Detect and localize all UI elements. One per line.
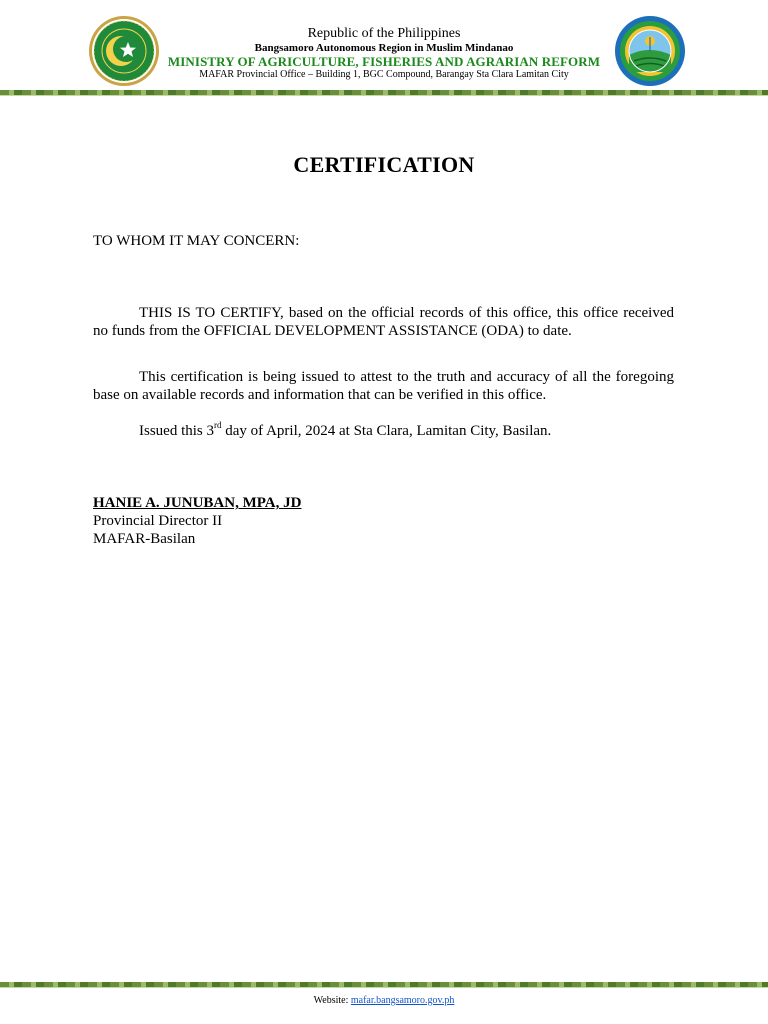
header-divider <box>0 90 768 95</box>
letterhead-address: MAFAR Provincial Office – Building 1, BGC Compound, Barangay Sta Clara Lamitan City <box>199 69 569 80</box>
issuance-prefix: Issued this 3 <box>139 423 214 439</box>
salutation: TO WHOM IT MAY CONCERN: <box>93 233 300 249</box>
certification-paragraph: THIS IS TO CERTIFY, based on the official records of this office, this office received no funds from the OFFICIAL DEVELOPMENT ASSISTANCE (ODA) to date. <box>93 305 674 339</box>
attestation-paragraph: This certification is being issued to attest to the truth and accuracy of all the foregoing base on available records and information that can be verified in this office. <box>93 369 674 403</box>
footer <box>0 995 768 1006</box>
mafar-seal-icon <box>614 15 686 87</box>
barmm-seal-icon <box>88 15 160 87</box>
footer-website-label: Website: <box>313 995 351 1006</box>
signatory-name: HANIE A. JUNUBAN, MPA, JD <box>93 495 302 511</box>
issuance-suffix: day of April, 2024 at Sta Clara, Lamitan City, Basilan. <box>221 423 552 439</box>
issuance-ordinal: rd <box>214 420 222 430</box>
website-link[interactable]: mafar.bangsamoro.gov.ph <box>350 995 455 1006</box>
letterhead-ministry: MINISTRY OF AGRICULTURE, FISHERIES AND AGRARIAN REFORM <box>167 54 601 69</box>
signatory-office: MAFAR-Basilan <box>93 531 196 547</box>
document-title: CERTIFICATION <box>293 152 475 177</box>
letterhead <box>160 27 608 81</box>
letterhead-region: Bangsamoro Autonomous Region in Muslim Mindanao <box>254 42 514 54</box>
letterhead-republic: Republic of the Philippines <box>307 26 461 41</box>
signatory-position: Provincial Director II <box>93 513 223 529</box>
issuance-paragraph <box>93 422 674 440</box>
footer-divider <box>0 982 768 987</box>
